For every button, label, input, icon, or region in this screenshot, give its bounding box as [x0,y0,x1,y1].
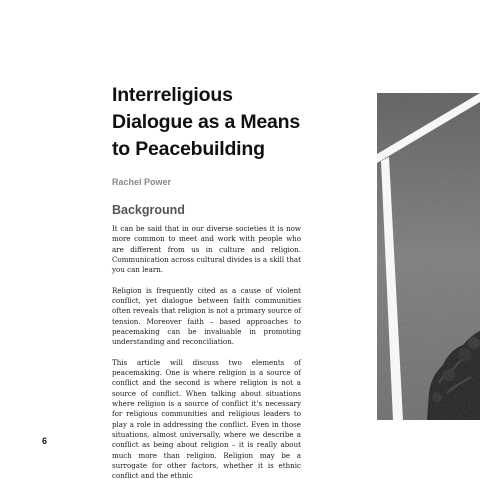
section-heading: Background [112,203,185,217]
title-line-1: Interreligious [112,84,233,106]
title-line-3: to Peacebuilding [112,138,265,160]
article-body [112,224,301,492]
article-title [112,82,322,163]
photo-grain [377,93,480,420]
sky-structure-trees-photo [377,93,480,420]
photo-svg [377,93,480,420]
paragraph-2: Religion is frequently cited as a cause of violent conflict, yet dialogue between faith communities often reveals that religion is not a primary source of tension. Moreover faith – based approaches to peacemaking can be invaluable in promoting understanding and reconciliation. [112,285,301,347]
page-number: 6 [42,436,48,446]
paragraph-3: This article will discuss two elements of peacemaking. One is where religion is a source of conflict and the second is where religion is not a source of conflict. When talking about situations where religion is a source of conflict it's necessary for religious communities and religious leaders to play a role in addressing the conflict. Even in those situations, almost universally, where we describe a conflict as being about religion – it is really about much more than religion. Religion may be a surrogate for other factors, whether it is ethnic conflict and the ethnic [112,357,301,481]
title-line-2: Dialogue as a Means [112,111,301,133]
author-name: Rachel Power [112,177,172,187]
paragraph-1: It can be said that in our diverse societies it is now more common to meet and work with people who are different from us in culture and religion. Communication across cultural divides is a skill that you can learn. [112,224,301,275]
